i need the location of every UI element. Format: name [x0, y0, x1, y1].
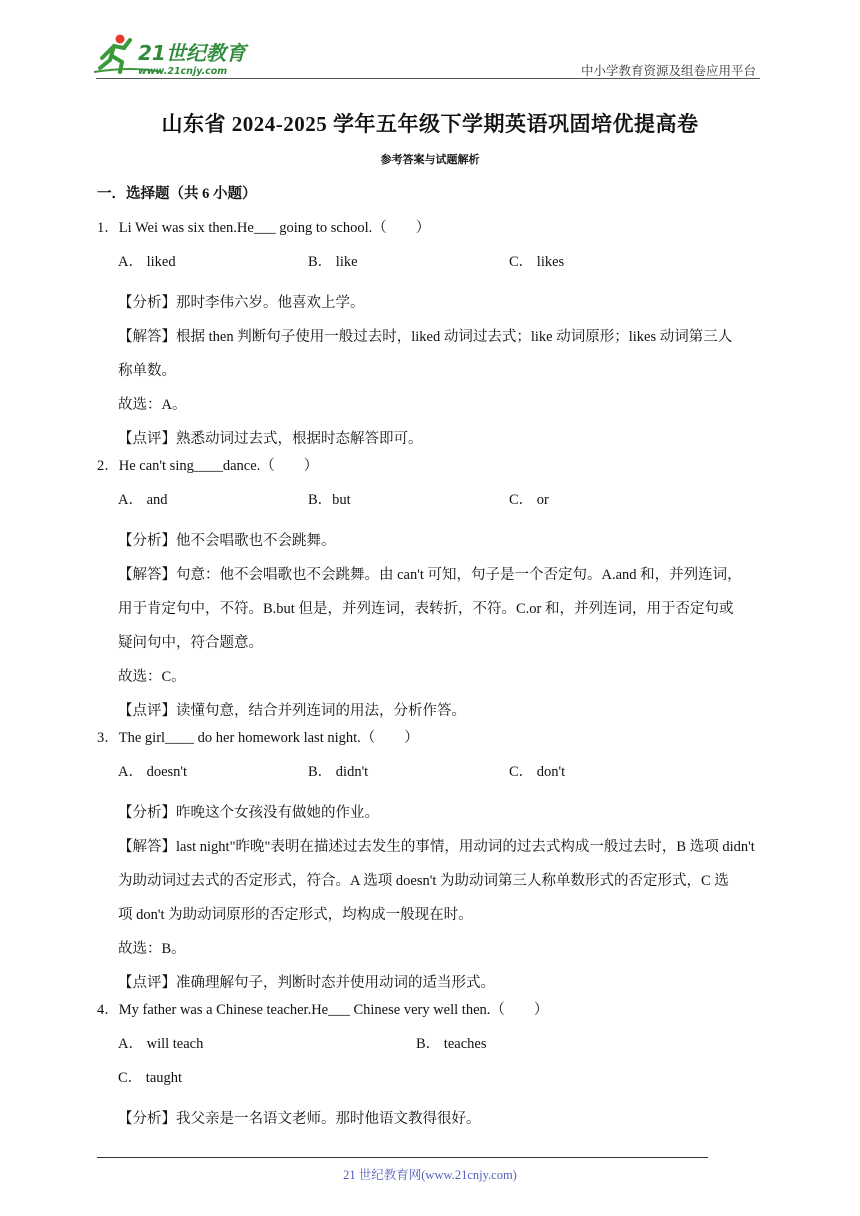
option-b: B． like: [308, 254, 358, 270]
answer-line: 疑问句中，符合题意。: [118, 635, 263, 651]
option-a: A． will teach: [118, 1036, 204, 1052]
comment: 【点评】熟悉动词过去式，根据时态解答即可。: [118, 431, 423, 447]
question-stem: 2．He can't sing____dance.（ ）: [97, 458, 319, 474]
option-c: C． taught: [118, 1070, 183, 1086]
options: [97, 252, 767, 286]
options-row-2: [97, 1068, 767, 1102]
comment: 【点评】准确理解句子，判断时态并使用动词的适当形式。: [118, 975, 495, 991]
question-4: [97, 1000, 767, 1136]
answer: [97, 558, 767, 660]
option-a: A． and: [118, 492, 168, 508]
answer-line: 为助动词过去式的否定形式，符合。A 选项 doesn't 为助动词第三人称单数形式的否定形式，C 选: [118, 873, 729, 889]
option-b: B． teaches: [416, 1036, 487, 1052]
question-stem: 1．Li Wei was six then.He___ going to school.（ ）: [97, 220, 431, 236]
option-a: A． doesn't: [118, 764, 188, 780]
header-divider: [96, 78, 760, 79]
question-1: [97, 218, 767, 456]
options: [97, 762, 767, 796]
option-c: C． don't: [509, 764, 566, 780]
option-b: B．but: [308, 492, 351, 508]
page-title: 山东省 2024-2025 学年五年级下学期英语巩固培优提高卷: [161, 112, 699, 136]
question-stem: 4．My father was a Chinese teacher.He___ Chinese very well then.（ ）: [97, 1002, 549, 1018]
footer-text: 21 世纪教育网(www.21cnjy.com): [343, 1168, 517, 1182]
options: [97, 490, 767, 524]
choice: 故选：B。: [118, 941, 186, 957]
question-3: [97, 728, 767, 1000]
answer-line: 项 don't 为助动词原形的否定形式，均构成一般现在时。: [118, 907, 473, 923]
platform-name: 中小学教育资源及组卷应用平台: [580, 63, 756, 78]
choice: 故选：A。: [118, 397, 187, 413]
page-subtitle: 参考答案与试题解析: [380, 153, 480, 166]
logo-text: 21世纪教育: [138, 41, 246, 65]
option-c: C． or: [509, 492, 549, 508]
answer-line: 用于肯定句中，不符。B.but 但是，并列连词，表转折，不符。C.or 和，并列连词，用于否定句或: [118, 601, 734, 617]
section-heading: 一．选择题（共 6 小题）: [97, 186, 257, 202]
answer-line: 【解答】根据 then 判断句子使用一般过去时，liked 动词过去式；like 动词原形；likes 动词第三人: [118, 329, 733, 345]
option-c: C． likes: [509, 254, 565, 270]
option-a: A． liked: [118, 254, 176, 270]
answer: [97, 830, 767, 932]
question-2: [97, 456, 767, 728]
choice: 故选：C。: [118, 669, 186, 685]
options: [97, 1034, 767, 1068]
footer-divider: [97, 1157, 708, 1158]
answer-line: 称单数。: [118, 363, 176, 379]
site-logo: [92, 30, 262, 78]
option-b: B． didn't: [308, 764, 369, 780]
answer-line: 【解答】last night"昨晚"表明在描述过去发生的事情，用动词的过去式构成一般过去时，B 选项 didn't: [118, 839, 755, 855]
analysis: 【分析】我父亲是一名语文老师。那时他语文教得很好。: [118, 1111, 481, 1127]
comment: 【点评】读懂句意，结合并列连词的用法，分析作答。: [118, 703, 466, 719]
answer-line: 【解答】句意：他不会唱歌也不会跳舞。由 can't 可知，句子是一个否定句。A.and 和，并列连词，: [118, 567, 742, 583]
logo-url: www.21cnjy.com: [138, 66, 228, 77]
analysis: 【分析】那时李伟六岁。他喜欢上学。: [118, 295, 365, 311]
analysis: 【分析】昨晚这个女孩没有做她的作业。: [118, 805, 379, 821]
answer: [97, 320, 767, 388]
analysis: 【分析】他不会唱歌也不会跳舞。: [118, 533, 336, 549]
question-stem: 3．The girl____ do her homework last night.（ ）: [97, 730, 419, 746]
content: [97, 184, 767, 1136]
